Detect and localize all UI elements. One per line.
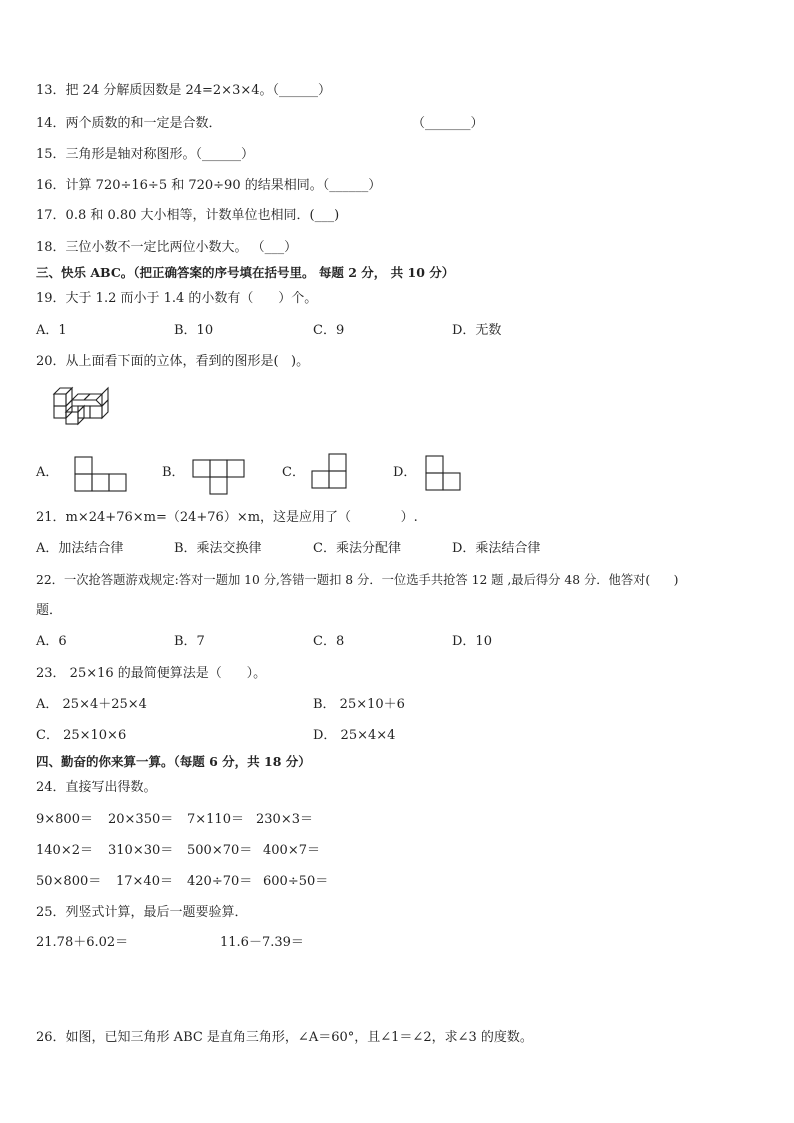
question-19: 19．大于 1.2 而小于 1.4 的小数有（ ）个。 xyxy=(36,291,318,306)
calc-item: 230×3＝ xyxy=(256,812,313,827)
question-20: 20．从上面看下面的立体，看到的图形是( )。 xyxy=(36,354,310,369)
q19-option-b: B．10 xyxy=(174,323,214,338)
calc-item: 9×800＝ xyxy=(36,812,93,827)
question-17: 17．0.8 和 0.80 大小相等，计数单位也相同．(___) xyxy=(36,208,340,223)
top-view-option-d xyxy=(425,455,463,493)
q19-option-c: C．9 xyxy=(313,323,345,338)
question-14: 14．两个质数的和一定是合数． xyxy=(36,116,222,131)
cube-solid-figure xyxy=(50,384,114,436)
top-view-option-a xyxy=(74,456,128,492)
top-view-option-b xyxy=(192,459,246,495)
q19-option-a: A．1 xyxy=(36,323,67,338)
question-15: 15．三角形是轴对称图形。（______） xyxy=(36,147,255,162)
q20-option-c: C． xyxy=(282,465,305,480)
calc-item: 420÷70＝ xyxy=(187,874,253,889)
question-18: 18．三位小数不一定比两位小数大。 （___） xyxy=(36,240,298,255)
q21-option-a: A．加法结合律 xyxy=(36,541,124,556)
section-3-title: 三、快乐 ABC。（把正确答案的序号填在括号里。 每题 2 分， 共 10 分） xyxy=(36,265,455,280)
question-23: 23． 25×16 的最简便算法是（ ）。 xyxy=(36,666,267,681)
question-14-answer-blank: （_______） xyxy=(412,116,484,131)
q22-option-d: D．10 xyxy=(452,634,492,649)
section-4-title: 四、勤奋的你来算一算。（每题 6 分，共 18 分） xyxy=(36,754,311,769)
q22-option-b: B．7 xyxy=(174,634,205,649)
top-view-option-c xyxy=(311,453,349,491)
q23-option-d: D． 25×4×4 xyxy=(313,728,396,743)
calc-item: 600÷50＝ xyxy=(263,874,329,889)
q19-option-d: D．无数 xyxy=(452,323,502,338)
q21-option-d: D．乘法结合律 xyxy=(452,541,541,556)
calc-item: 310×30＝ xyxy=(108,843,174,858)
q21-option-b: B．乘法交换律 xyxy=(174,541,262,556)
question-24: 24．直接写出得数。 xyxy=(36,780,157,795)
q23-option-b: B． 25×10＋6 xyxy=(313,697,405,712)
calc-item: 17×40＝ xyxy=(116,874,173,889)
calc-item: 500×70＝ xyxy=(187,843,253,858)
q20-option-a: A． xyxy=(36,465,59,480)
calc-item: 50×800＝ xyxy=(36,874,102,889)
vertical-calc-item: 21.78＋6.02＝ xyxy=(36,935,129,950)
question-21: 21．m×24+76×m=（24+76）×m，这是应用了（ ）. xyxy=(36,510,418,525)
calc-item: 400×7＝ xyxy=(263,843,320,858)
question-22: 22．一次抢答题游戏规定:答对一题加 10 分,答错一题扣 8 分．一位选手共抢答 12 题 ,最后得分 48 分．他答对( ) xyxy=(36,573,679,587)
question-26: 26．如图，已知三角形 ABC 是直角三角形，∠A＝60°，且∠1＝∠2，求∠3 的度数。 xyxy=(36,1030,533,1045)
calc-item: 20×350＝ xyxy=(108,812,174,827)
vertical-calc-item: 11.6－7.39＝ xyxy=(220,935,304,950)
question-25: 25．列竖式计算，最后一题要验算． xyxy=(36,905,248,920)
q22-option-a: A．6 xyxy=(36,634,67,649)
question-16: 16．计算 720÷16÷5 和 720÷90 的结果相同。（______） xyxy=(36,178,382,193)
calc-item: 7×110＝ xyxy=(187,812,244,827)
question-22-continued: 题． xyxy=(36,603,63,618)
calc-item: 140×2＝ xyxy=(36,843,93,858)
question-13: 13．把 24 分解质因数是 24=2×3×4。（______） xyxy=(36,83,332,98)
q20-option-d: D． xyxy=(393,465,417,480)
q23-option-c: C． 25×10×6 xyxy=(36,728,127,743)
q23-option-a: A． 25×4＋25×4 xyxy=(36,697,147,712)
q20-option-b: B． xyxy=(162,465,185,480)
q21-option-c: C．乘法分配律 xyxy=(313,541,401,556)
q22-option-c: C．8 xyxy=(313,634,345,649)
